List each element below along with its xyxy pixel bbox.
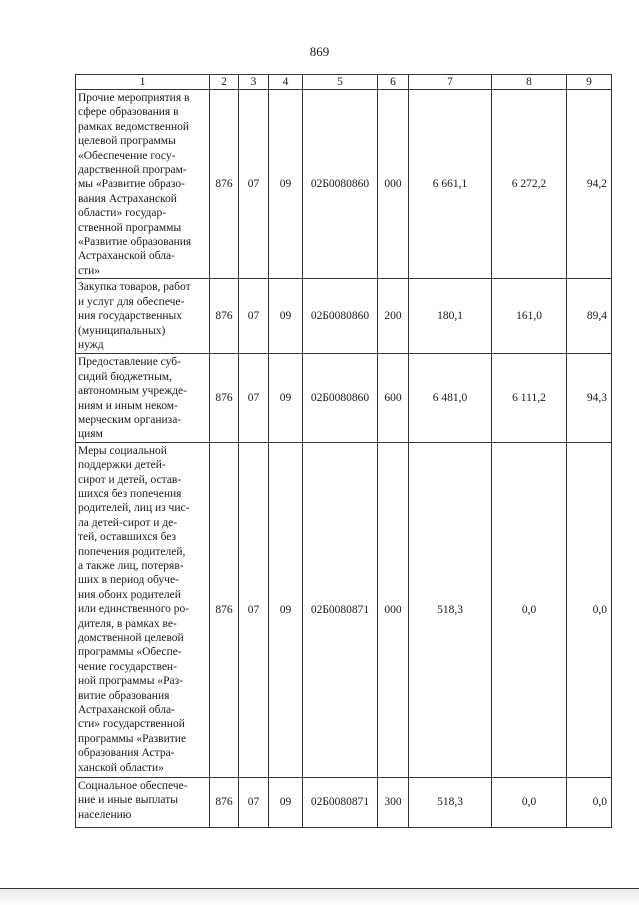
code-expense-type: 000 xyxy=(378,442,409,777)
code-target-item: 02Б0080860 xyxy=(303,90,378,279)
code-section: 07 xyxy=(239,90,269,279)
code-target-item: 02Б0080860 xyxy=(303,279,378,354)
code-subsection: 09 xyxy=(269,442,303,777)
code-ministry: 876 xyxy=(210,777,239,827)
planned-amount: 6 481,0 xyxy=(409,354,492,442)
planned-amount: 180,1 xyxy=(409,279,492,354)
execution-percent: 94,3 xyxy=(567,354,612,442)
code-target-item: 02Б0080860 xyxy=(303,354,378,442)
code-ministry: 876 xyxy=(210,279,239,354)
table-row xyxy=(76,354,612,442)
code-expense-type: 300 xyxy=(378,777,409,827)
budget-table xyxy=(75,74,612,828)
code-subsection: 09 xyxy=(269,777,303,827)
column-header: 4 xyxy=(269,75,303,90)
execution-percent: 89,4 xyxy=(567,279,612,354)
table-row xyxy=(76,279,612,354)
column-header: 6 xyxy=(378,75,409,90)
planned-amount: 6 661,1 xyxy=(409,90,492,279)
table-row xyxy=(76,777,612,827)
row-description: Предоставление суб- сидий бюджетным, автономным учрежде- ниям и иным неком- мерческим организа- циям xyxy=(76,354,210,442)
actual-amount: 161,0 xyxy=(492,279,567,354)
header-row xyxy=(76,75,612,90)
code-expense-type: 600 xyxy=(378,354,409,442)
row-description: Прочие мероприятия в сфере образования в рамках ведомственной целевой программы «Обеспечение госу- дарственной програм- мы «Развитие образо- вания Астраханской области» государ- ственной программы «Развитие образования Астраханской обла- сти» xyxy=(76,90,210,279)
page-number: 869 xyxy=(309,44,330,59)
execution-percent: 94,2 xyxy=(567,90,612,279)
code-ministry: 876 xyxy=(210,90,239,279)
column-header: 9 xyxy=(567,75,612,90)
planned-amount: 518,3 xyxy=(409,442,492,777)
code-subsection: 09 xyxy=(269,90,303,279)
code-section: 07 xyxy=(239,354,269,442)
code-expense-type: 000 xyxy=(378,90,409,279)
column-header: 2 xyxy=(210,75,239,90)
code-section: 07 xyxy=(239,777,269,827)
actual-amount: 6 111,2 xyxy=(492,354,567,442)
column-header: 8 xyxy=(492,75,567,90)
column-header: 7 xyxy=(409,75,492,90)
table-row xyxy=(76,90,612,279)
actual-amount: 0,0 xyxy=(492,777,567,827)
planned-amount: 518,3 xyxy=(409,777,492,827)
code-ministry: 876 xyxy=(210,354,239,442)
actual-amount: 0,0 xyxy=(492,442,567,777)
row-description: Социальное обеспече- ние и иные выплаты населению xyxy=(76,777,210,827)
row-description: Закупка товаров, работ и услуг для обеспече- ния государственных (муниципальных) нужд xyxy=(76,279,210,354)
code-target-item: 02Б0080871 xyxy=(303,442,378,777)
actual-amount: 6 272,2 xyxy=(492,90,567,279)
code-expense-type: 200 xyxy=(378,279,409,354)
code-section: 07 xyxy=(239,442,269,777)
column-header: 1 xyxy=(76,75,210,90)
code-ministry: 876 xyxy=(210,442,239,777)
code-target-item: 02Б0080871 xyxy=(303,777,378,827)
execution-percent: 0,0 xyxy=(567,442,612,777)
code-subsection: 09 xyxy=(269,354,303,442)
column-header: 3 xyxy=(239,75,269,90)
code-section: 07 xyxy=(239,279,269,354)
code-subsection: 09 xyxy=(269,279,303,354)
table-header xyxy=(76,75,612,90)
column-header: 5 xyxy=(303,75,378,90)
page-edge-shadow xyxy=(0,889,639,905)
execution-percent: 0,0 xyxy=(567,777,612,827)
row-description: Меры социальной поддержки детей- сирот и детей, остав- шихся без попечения родителей, лиц из чис- ла детей-сирот и де- тей, оставшихся без попечения родителей, а также лиц, потеряв- ших в период обуче- ния обоих родителей или единственного ро- дителя, в рамках ве- домственной целевой программы «Обеспе- чение государствен- ной программы «Раз- витие образования Астраханской обла- сти» государственной программы «Развитие образования Астра- ханской области» xyxy=(76,442,210,777)
table-row xyxy=(76,442,612,777)
